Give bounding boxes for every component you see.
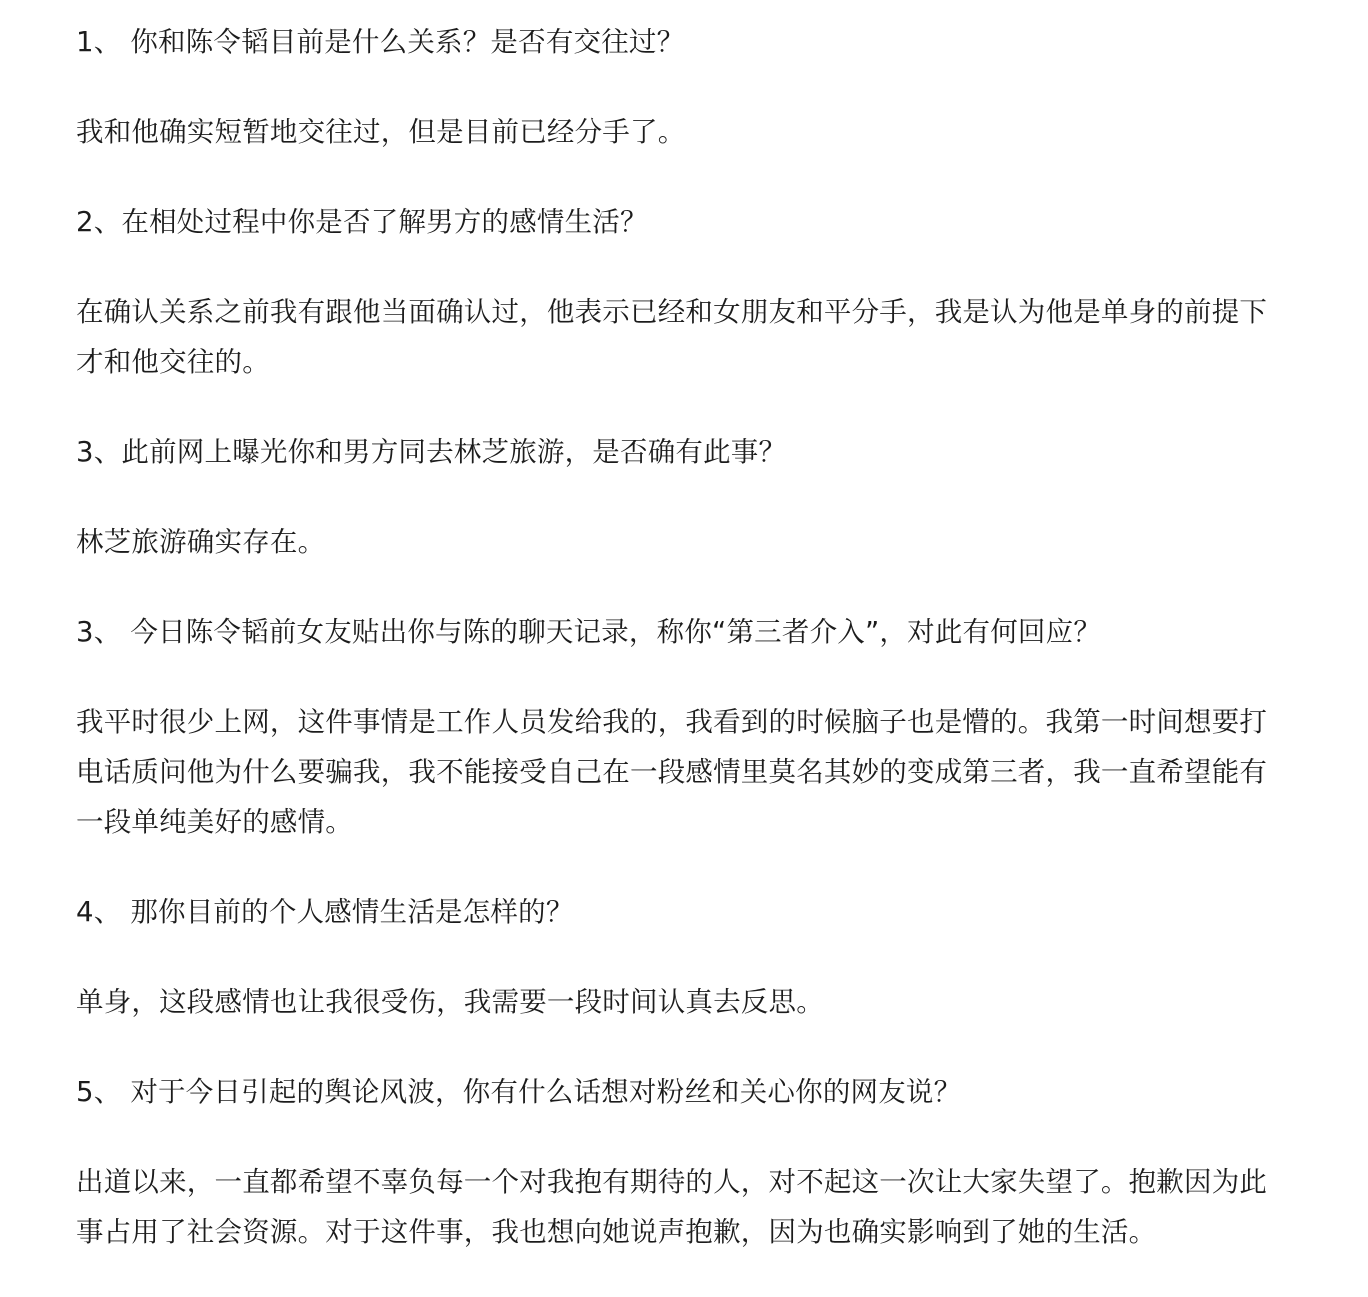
answer-1: 我和他确实短暂地交往过，但是目前已经分手了。 — [76, 116, 686, 148]
answer-3: 林芝旅游确实存在。 — [76, 526, 326, 558]
answer-6: 出道以来，一直都希望不辜负每一个对我抱有期待的人，对不起这一次让大家失望了。抱歉因为此事占用了社会资源。对于这件事，我也想向她说声抱歉，因为也确实影响到了她的生活。 — [76, 1166, 1268, 1248]
question-4: 3、 今日陈令韬前女友贴出你与陈的聊天记录，称你“第三者介入”，对此有何回应？ — [76, 616, 1102, 648]
question-3: 3、此前网上曝光你和男方同去林芝旅游，是否确有此事？ — [76, 436, 787, 468]
answer-2: 在确认关系之前我有跟他当面确认过，他表示已经和女朋友和平分手，我是认为他是单身的前提下才和他交往的。 — [76, 296, 1268, 378]
answer-4: 我平时很少上网，这件事情是工作人员发给我的，我看到的时候脑子也是懵的。我第一时间想要打电话质问他为什么要骗我，我不能接受自己在一段感情里莫名其妙的变成第三者，我一直希望能有一段单纯美好的感情。 — [76, 706, 1268, 838]
question-5: 4、 那你目前的个人感情生活是怎样的？ — [76, 896, 574, 928]
answer-5: 单身，这段感情也让我很受伤，我需要一段时间认真去反思。 — [76, 986, 824, 1018]
question-6: 5、 对于今日引起的舆论风波，你有什么话想对粉丝和关心你的网友说？ — [76, 1076, 962, 1108]
question-1: 1、 你和陈令韬目前是什么关系？是否有交往过？ — [76, 26, 685, 58]
question-2: 2、在相处过程中你是否了解男方的感情生活？ — [76, 206, 648, 238]
